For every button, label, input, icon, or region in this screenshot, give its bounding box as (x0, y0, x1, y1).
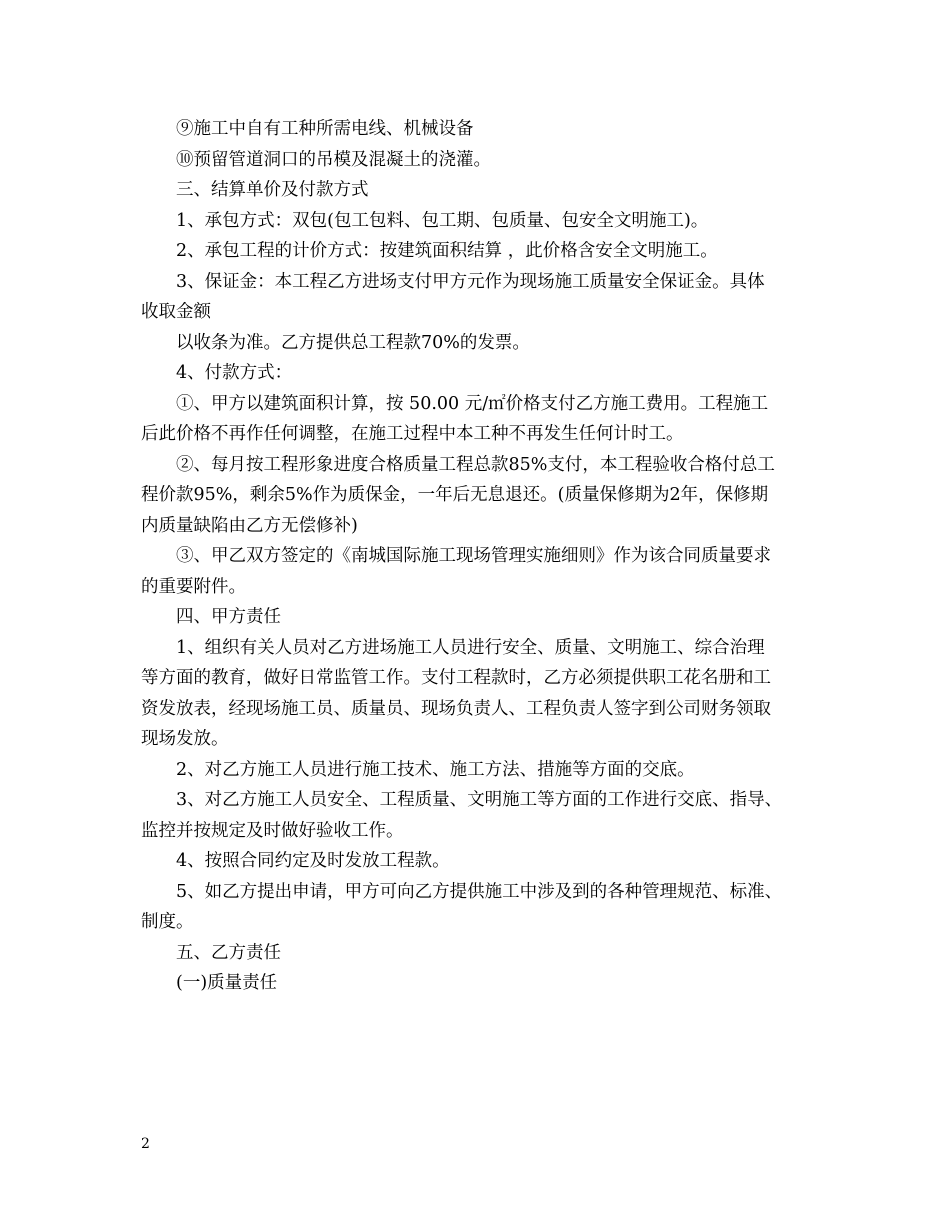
text-line: 五、乙方责任 (176, 942, 281, 963)
text-line: 制度。 (141, 912, 194, 932)
text-line: 现场发放。 (141, 729, 229, 749)
text-line: 监控并按规定及时做好验收工作。 (141, 820, 404, 841)
text-line: ⑨施工中自有工种所需电线、机械设备 (176, 119, 474, 139)
text-line: 1、承包方式：双包(包工包料、包工期、包质量、包安全文明施工)。 (176, 210, 709, 231)
text-line: (一)质量责任 (176, 973, 278, 993)
text-line: ②、每月按工程形象进度合格质量工程总款85%支付，本工程验收合格付总工 (176, 454, 775, 475)
text-line: 四、甲方责任 (176, 607, 281, 627)
page-number: 2 (141, 1136, 150, 1152)
text-line: 4、付款方式： (176, 363, 293, 383)
text-line: 后此价格不再作任何调整，在施工过程中本工种不再发生任何计时工。 (141, 424, 684, 444)
text-line: 1、组织有关人员对乙方进场施工人员进行安全、质量、文明施工、综合治理 (176, 637, 765, 658)
text-line: 4、按照合同约定及时发放工程款。 (176, 851, 450, 871)
text-line: 2、承包工程的计价方式：按建筑面积结算 ，此价格含安全文明施工。 (176, 241, 718, 261)
text-line: 程价款95%，剩余5%作为质保金，一年后无息退还。(质量保修期为2年，保修期 (141, 485, 769, 505)
text-line: 的重要附件。 (141, 576, 246, 597)
text-line: 资发放表，经现场施工员、质量员、现场负责人、工程负责人签字到公司财务领取 (141, 698, 771, 719)
text-line: 5、如乙方提出申请，甲方可向乙方提供施工中涉及到的各种管理规范、标准、 (176, 881, 783, 902)
text-line: ①、甲方以建筑面积计算，按 50.00 元/㎡价格支付乙方施工费用。工程施工 (176, 393, 769, 414)
text-line: 3、对乙方施工人员安全、工程质量、文明施工等方面的工作进行交底、指导、 (176, 790, 783, 810)
text-line: 3、保证金：本工程乙方进场支付甲方元作为现场施工质量安全保证金。具体 (176, 271, 765, 292)
text-line: 收取金额 (141, 302, 211, 322)
text-line: ③、甲乙双方签定的《南城国际施工现场管理实施细则》作为该合同质量要求 (176, 546, 771, 566)
text-line: 等方面的教育，做好日常监管工作。支付工程款时，乙方必须提供职工花名册和工 (141, 668, 771, 688)
text-line: 内质量缺陷由乙方无偿修补) (141, 515, 358, 536)
text-line: ⑩预留管道洞口的吊模及混凝土的浇灌。 (176, 149, 491, 170)
text-line: 2、对乙方施工人员进行施工技术、施工方法、措施等方面的交底。 (176, 759, 695, 780)
text-line: 以收条为准。乙方提供总工程款70%的发票。 (176, 332, 530, 353)
document-body (141, 114, 821, 999)
text-line: 三、结算单价及付款方式 (176, 180, 369, 200)
